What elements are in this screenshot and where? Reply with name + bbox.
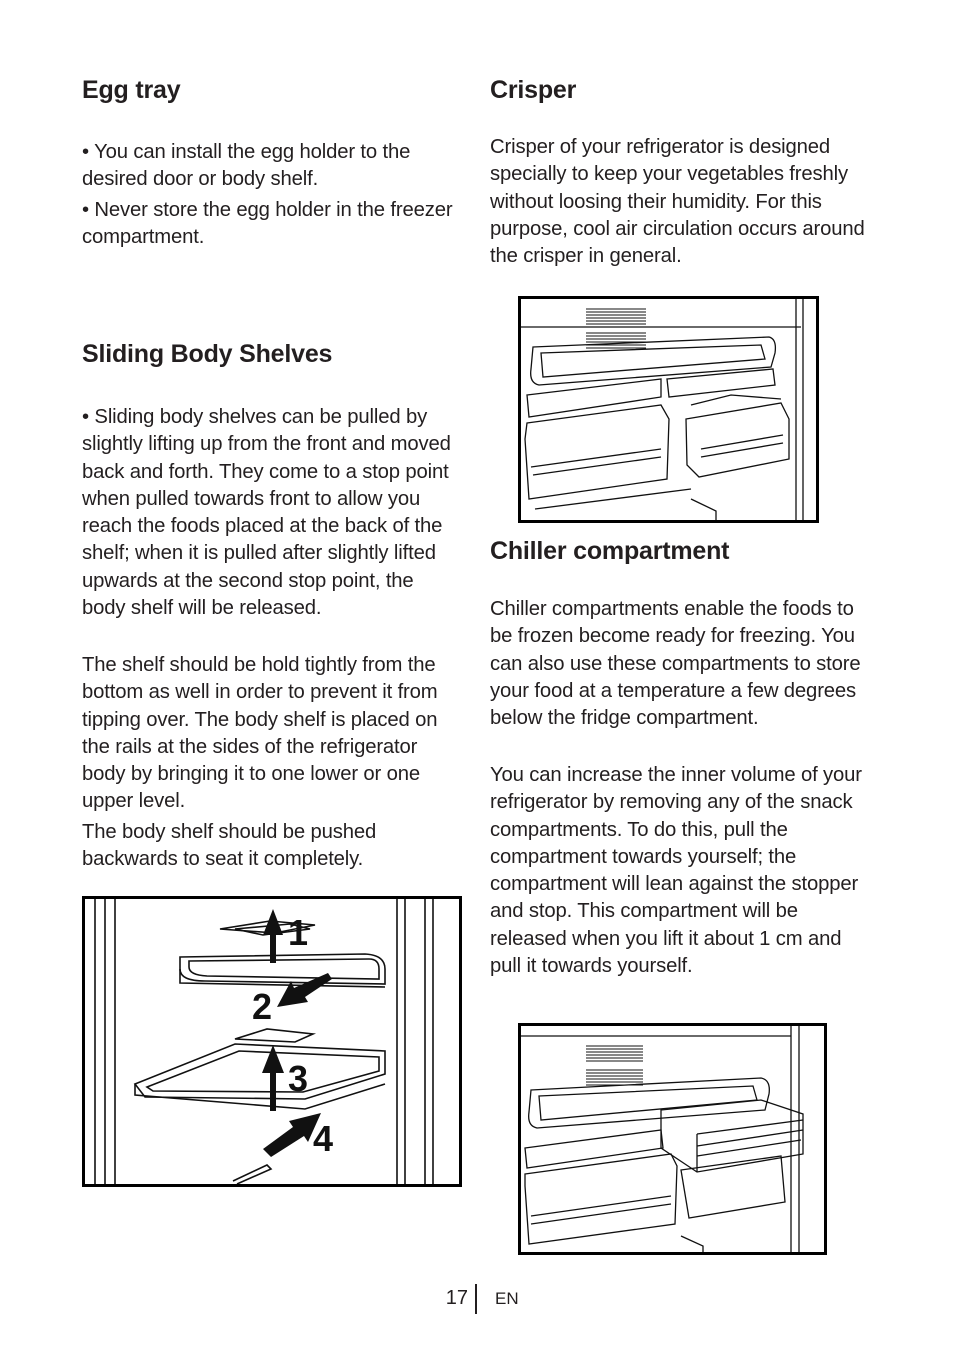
sliding-shelves-heading: Sliding Body Shelves xyxy=(82,340,333,368)
egg-tray-bullet-2: • Never store the egg holder in the freezer compartment. xyxy=(82,199,453,249)
step-label-2: 2 xyxy=(252,986,273,1027)
crisper-paragraph: Crisper of your refrigerator is designed specially to keep your vegetables freshly without loosing their humidity. For this purpose, cool air circulation occurs around the crisper in general. xyxy=(490,136,865,268)
sliding-shelves-paragraph-3: The body shelf should be pushed backwards to seat it completely. xyxy=(82,821,377,871)
chiller-paragraph-1: Chiller compartments enable the foods to be frozen become ready for freezing. You can also use these compartments to store your food at a temperature a few degrees below the fridge compartment. xyxy=(490,598,861,730)
sliding-shelf-illustration xyxy=(82,896,462,1187)
egg-tray-bullet-1: • You can install the egg holder to the desired door or body shelf. xyxy=(82,141,411,191)
sliding-shelves-paragraph-1: • Sliding body shelves can be pulled by slightly lifting up from the front and moved back and forth. They come to a stop point when pulled towards front to allow you reach the foods placed at the back of the shelf; when it is pulled after slightly lifted upwards at the second stop point, the body shelf will be released. xyxy=(82,406,451,620)
step-label-4: 4 xyxy=(313,1118,334,1159)
step-label-1: 1 xyxy=(288,912,309,953)
sliding-shelves-paragraph-2: The shelf should be hold tightly from the bottom as well in order to prevent it from tipping over. The body shelf is placed on the rails at the sides of the refrigerator body by bringing it to one lower or one upper level. xyxy=(82,654,438,813)
egg-tray-heading: Egg tray xyxy=(82,76,181,104)
crisper-illustration xyxy=(518,296,819,523)
footer-divider xyxy=(475,1284,477,1314)
step-label-3: 3 xyxy=(288,1058,309,1099)
chiller-illustration xyxy=(518,1023,827,1255)
crisper-heading: Crisper xyxy=(490,76,577,104)
chiller-heading: Chiller compartment xyxy=(490,537,730,565)
page-footer xyxy=(0,1284,954,1314)
language-code: EN xyxy=(495,1289,519,1308)
page-number: 17 xyxy=(445,1287,468,1309)
chiller-paragraph-2: You can increase the inner volume of your refrigerator by removing any of the snack compartments. To do this, pull the compartment towards yourself; the compartment will lean against the stopper and stop. This compartment will be released when you lift it about 1 cm and pull it towards yourself. xyxy=(490,764,862,978)
